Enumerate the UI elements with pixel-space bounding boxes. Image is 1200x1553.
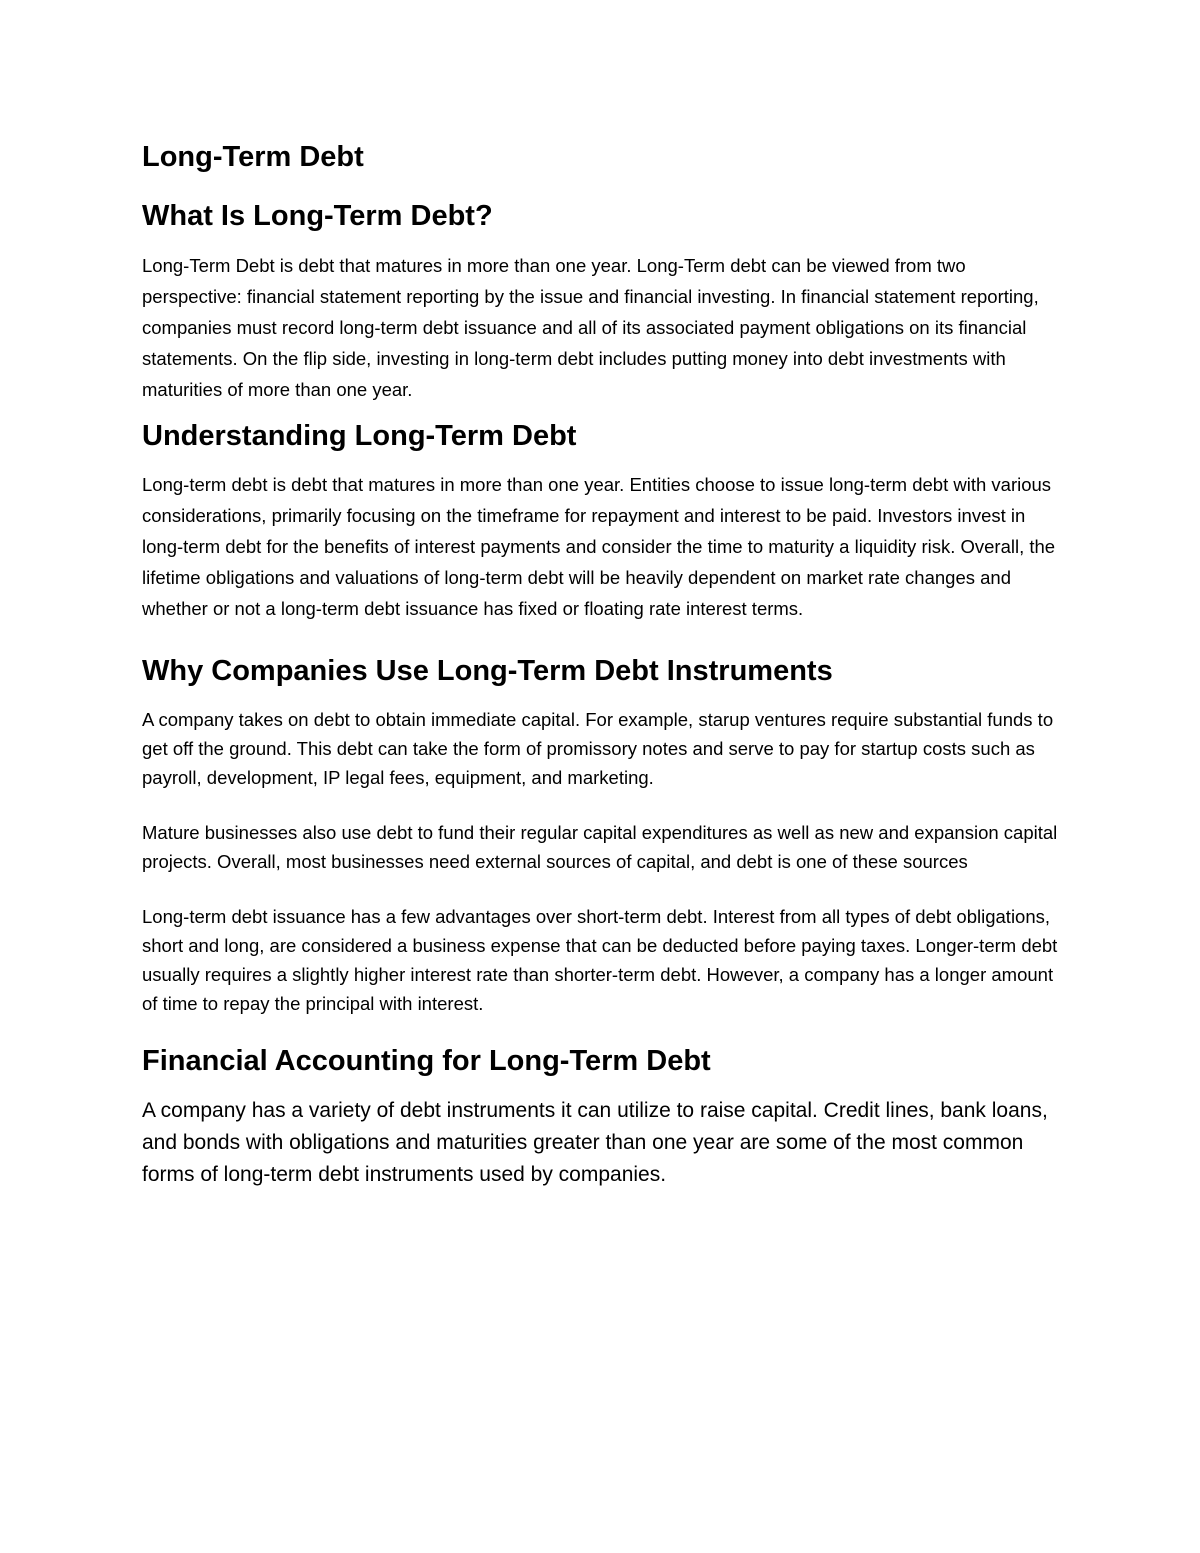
section-paragraph: Long-term debt is debt that matures in more than one year. Entities choose to issue long-term debt with various considerations, primarily focusing on the timeframe for repayment and interest to be paid. Investors invest in long-term debt for the benefits of interest payments and consider the time to maturity a liquidity risk. Overall, the lifetime obligations and valuations of long-term debt will be heavily dependent on market rate changes and whether or not a long-term debt issuance has fixed or floating rate interest terms. — [142, 474, 1056, 620]
document-page — [142, 140, 1062, 1205]
section-heading: Why Companies Use Long-Term Debt Instruments — [142, 655, 833, 688]
section-paragraph: A company has a variety of debt instruments it can utilize to raise capital. Credit lines, bank loans, and bonds with obligations and maturities greater than one year are some of the most common forms of long-term debt instruments used by companies. — [142, 1098, 1048, 1186]
section-paragraph: Long-term debt issuance has a few advantages over short-term debt. Interest from all types of debt obligations, short and long, are considered a business expense that can be deducted before paying taxes. Longer-term debt usually requires a slightly higher interest rate than shorter-term debt. However, a company has a longer amount of time to repay the principal with interest. — [142, 906, 1058, 1015]
section-spacer — [142, 638, 1062, 654]
section-paragraph: Long-Term Debt is debt that matures in more than one year. Long-Term debt can be viewed from two perspective: financial statement reporting by the issue and financial investing. In financial statement reporting, companies must record long-term debt issuance and all of its associated payment obligations on its financial statements. On the flip side, investing in long-term debt includes putting money into debt investments with maturities of more than one year. — [142, 254, 1039, 400]
document-title: Long-Term Debt — [142, 141, 364, 173]
section-heading: Financial Accounting for Long-Term Debt — [142, 1045, 711, 1078]
section-paragraph: A company takes on debt to obtain immediate capital. For example, starup ventures require substantial funds to get off the ground. This debt can take the form of promissory notes and serve to pay for startup costs such as payroll, development, IP legal fees, equipment, and marketing. — [142, 709, 1054, 789]
section-heading: Understanding Long-Term Debt — [142, 419, 577, 452]
section-paragraph: Mature businesses also use debt to fund their regular capital expenditures as well as new and expansion capital projects. Overall, most businesses need external sources of capital, and debt is one of these sources — [142, 822, 1058, 873]
section-heading: What Is Long-Term Debt? — [142, 199, 493, 232]
